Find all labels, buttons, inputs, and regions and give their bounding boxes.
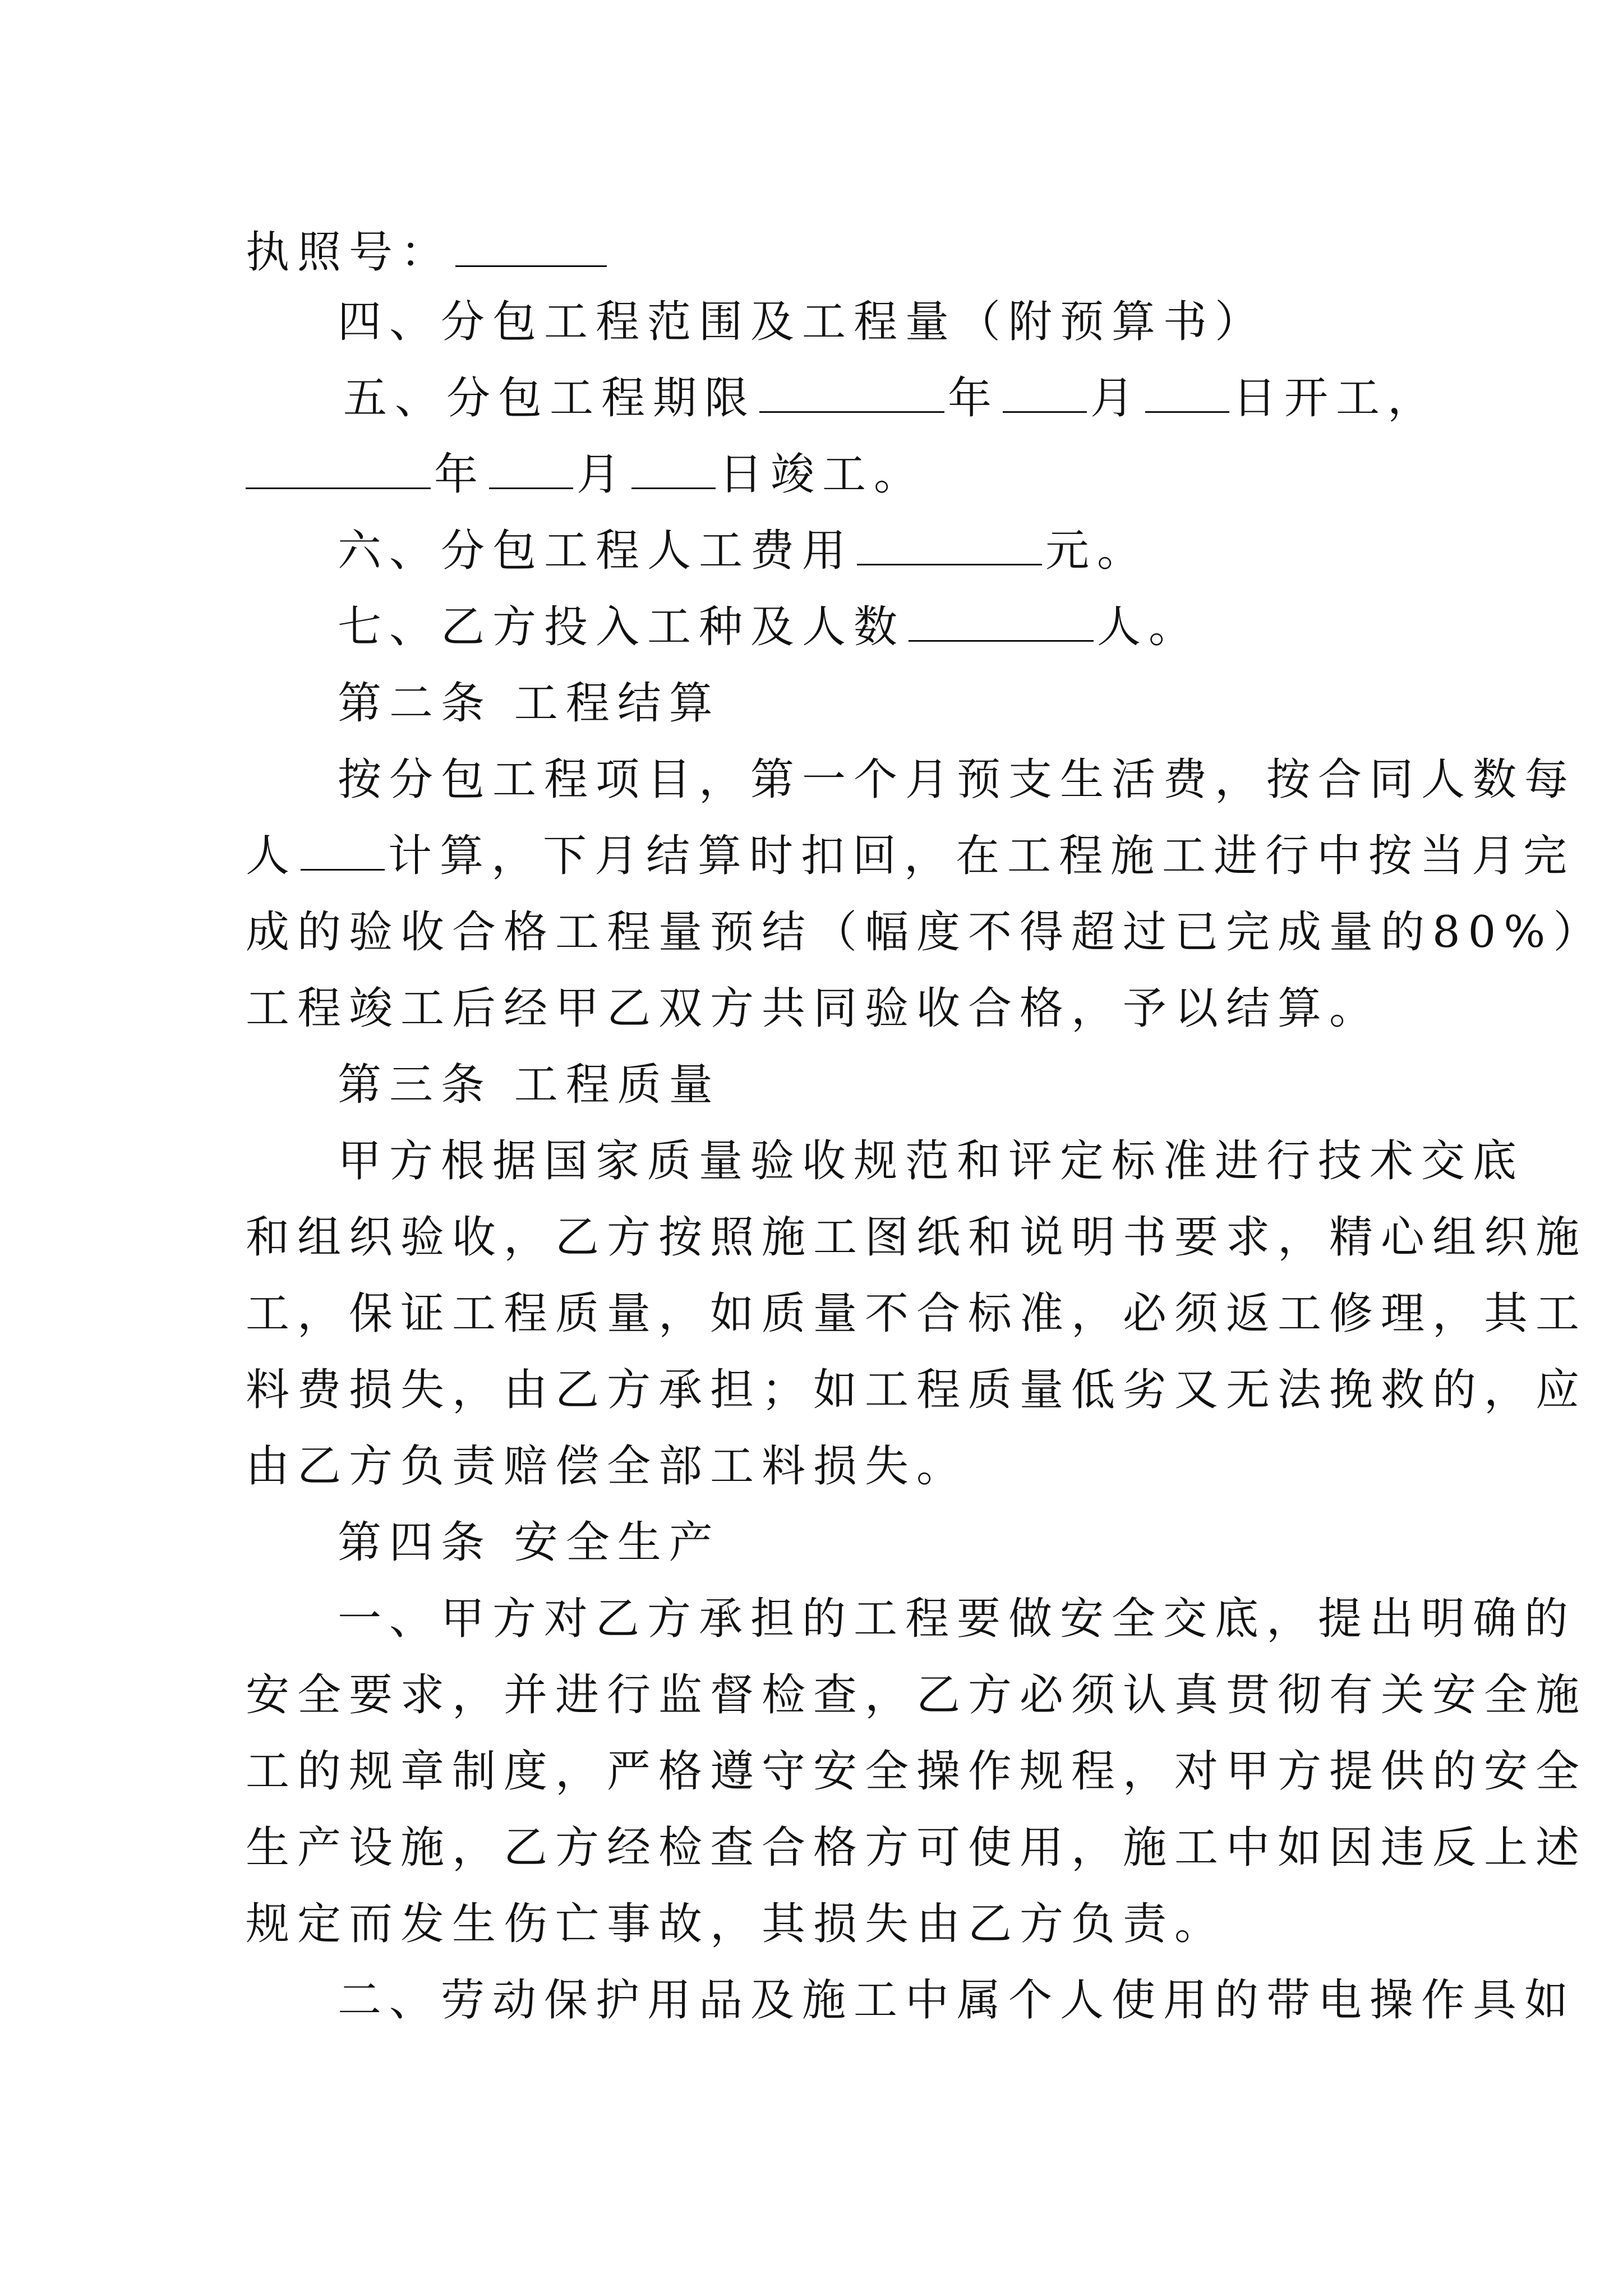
start-day-unit: 日开工，: [1233, 373, 1440, 424]
start-year-unit: 年: [948, 373, 1000, 424]
article-4-heading: 第四条 安全生产: [338, 1517, 721, 1568]
paragraph-line: 料费损失，由乙方承担；如工程质量低劣又无法挽救的，应: [246, 1365, 1588, 1415]
end-year-blank: [246, 450, 431, 489]
paragraph-line: 甲方根据国家质量验收规范和评定标准进行技术交底: [338, 1136, 1525, 1186]
period-label: 五、分包工程期限: [343, 373, 757, 424]
start-day-blank: [1145, 374, 1229, 413]
end-year-unit: 年: [434, 449, 486, 500]
end-month-blank: [489, 450, 573, 489]
workers-line: [338, 589, 1482, 665]
paragraph-line: 和组织验收，乙方按照施工图纸和说明书要求，精心组织施: [246, 1212, 1588, 1263]
paragraph-line: 工的规章制度，严格遵守安全操作规程，对甲方提供的安全: [246, 1746, 1588, 1797]
paragraph-line: 成的验收合格工程量预结（幅度不得超过已完成量的80%）: [246, 907, 1605, 958]
paragraph-line: 规定而发生伤亡事故，其损失由乙方负责。: [246, 1899, 1227, 1949]
license-number-label: 执照号：: [246, 227, 453, 278]
paragraph-line: 由乙方负责赔偿全部工料损失。: [246, 1441, 969, 1492]
paragraph-line: 按分包工程项目，第一个月预支生活费，按合同人数每: [338, 754, 1576, 805]
end-day-unit: 日竣工。: [719, 449, 926, 500]
paragraph-line: 安全要求，并进行监督检查，乙方必须认真贯彻有关安全施: [246, 1670, 1588, 1720]
paragraph-line: 人 计算，下月结算时扣回，在工程施工进行中按当月完: [246, 831, 1575, 881]
scope-line: [338, 284, 1482, 360]
paragraph-line: 二、劳动保护用品及施工中属个人使用的带电操作具如: [338, 1975, 1576, 2026]
labor-cost-unit: 元。: [1045, 526, 1149, 576]
workers-unit: 人。: [1097, 602, 1201, 652]
paragraph-line: 一、甲方对乙方承担的工程要做安全交底，提出明确的: [338, 1594, 1576, 1644]
labor-cost-line: [338, 513, 1482, 589]
period-line-2: [246, 436, 1390, 513]
workers-label: 七、乙方投入工种及人数: [338, 602, 906, 652]
allowance-blank: [301, 832, 385, 871]
article-3-heading: 第三条 工程质量: [338, 1060, 721, 1110]
article-2-heading: 第二条 工程结算: [338, 678, 721, 729]
period-line-1: [343, 360, 1487, 436]
end-day-blank: [631, 450, 716, 489]
start-month-unit: 月: [1090, 373, 1142, 424]
start-year-blank: [759, 374, 944, 413]
start-month-blank: [1003, 374, 1087, 413]
license-number-blank: [455, 228, 607, 267]
paragraph-line: 工程竣工后经甲乙双方共同验收合格，予以结算。: [246, 983, 1381, 1034]
end-month-unit: 月: [577, 449, 629, 500]
workers-blank: [909, 603, 1094, 642]
scope-text: 四、分包工程范围及工程量（附预算书）: [338, 297, 1267, 347]
labor-cost-label: 六、分包工程人工费用: [338, 526, 854, 576]
license-number-line: [246, 214, 1390, 291]
paragraph-line: 工，保证工程质量，如质量不合标准，必须返工修理，其工: [246, 1289, 1588, 1339]
paragraph-line: 生产设施，乙方经检查合格方可使用，施工中如因违反上述: [246, 1823, 1588, 1873]
labor-cost-blank: [857, 527, 1042, 565]
